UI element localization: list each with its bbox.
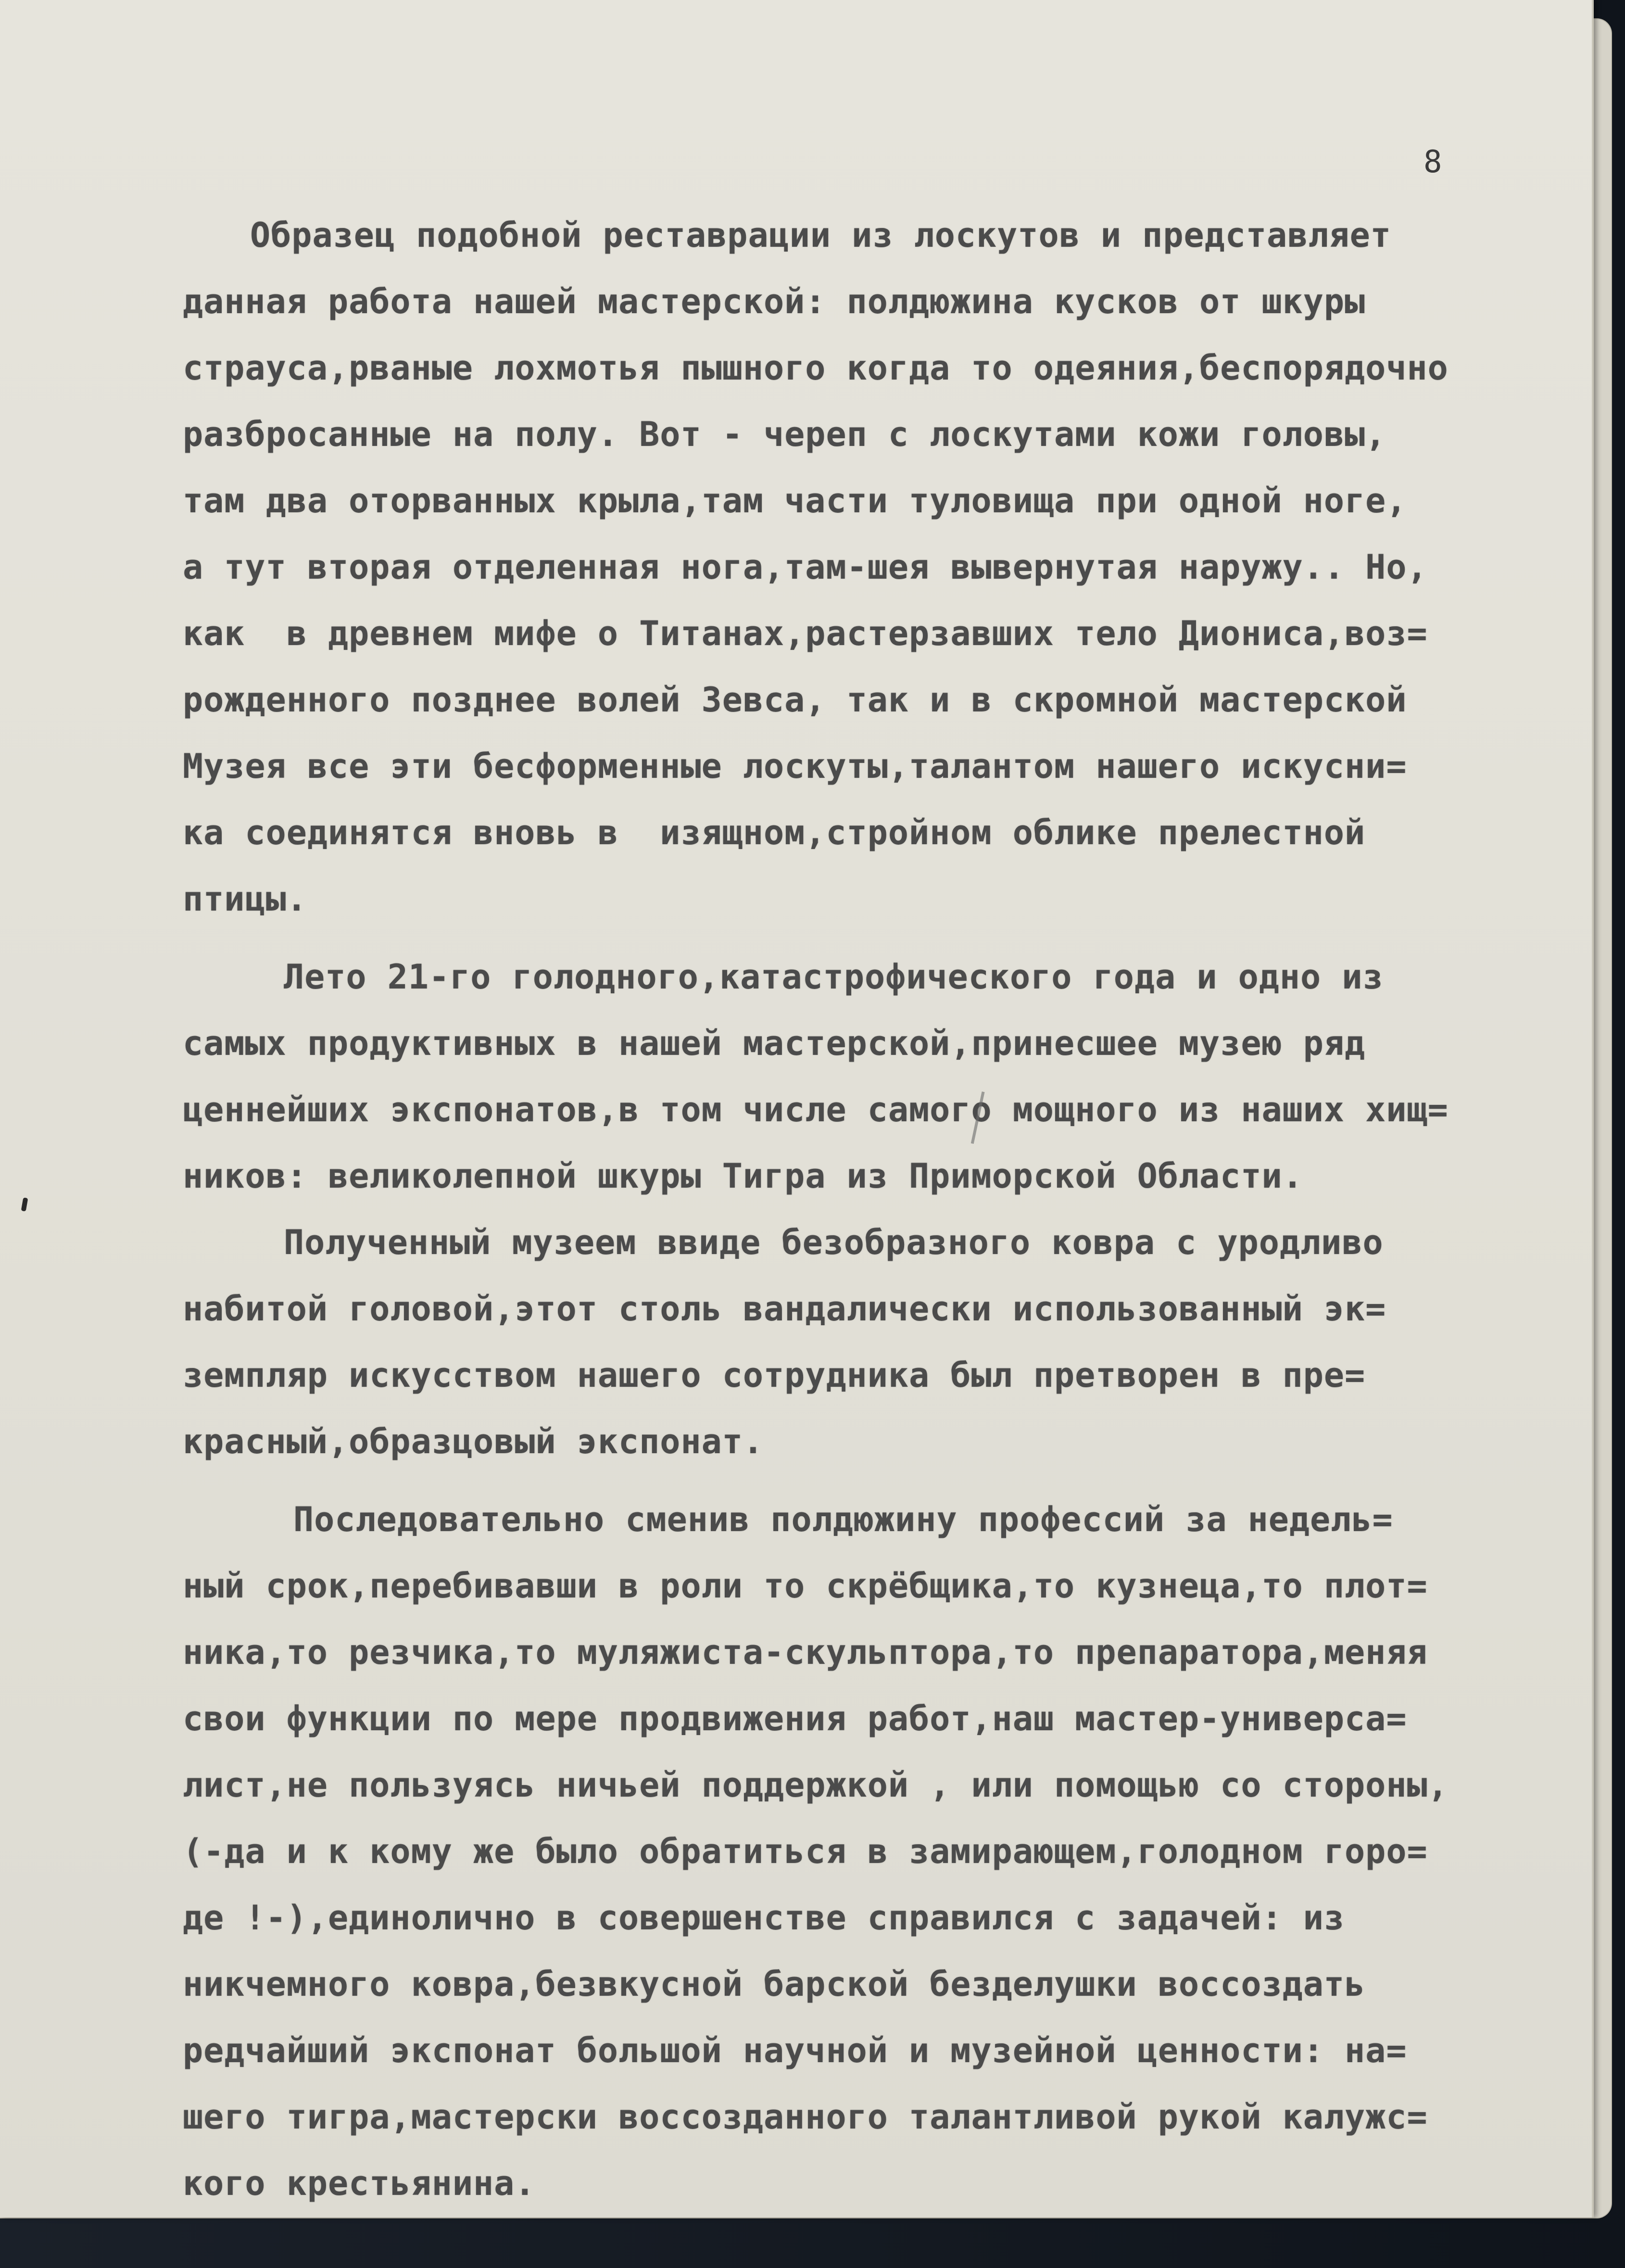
text-line: Лето 21-го голодного,катастрофического года и одно из [284,957,1384,997]
text-line: страуса,рваные лохмотья пышного когда то одеяния,беспорядочно [183,348,1449,388]
text-line: набитой головой,этот столь вандалически использованный эк= [183,1289,1386,1329]
text-line: никчемного ковра,безвкусной барской безделушки воссоздать [183,1964,1366,2004]
text-line: как в древнем мифе о Титанах,растерзавших тело Диониса,воз= [183,614,1428,653]
text-line: разбросанные на полу. Вот - череп с лоскутами кожи головы, [183,415,1386,454]
text-line: редчайший экспонат большой научной и музейной ценности: на= [183,2031,1407,2070]
text-line: Последовательно сменив полдюжину профессий за недель= [293,1500,1393,1539]
text-line: Образец подобной реставрации из лоскутов и представляет [250,215,1391,255]
page-number: 8 [1423,144,1443,180]
text-line: Полученный музеем ввиде безобразного ковра с уродливо [284,1223,1384,1262]
text-line: ника,то резчика,то муляжиста-скульптора,то препаратора,меняя [183,1633,1428,1672]
text-line: ценнейших экспонатов,в том числе самого мощного из наших хищ= [183,1090,1449,1129]
text-line: шего тигра,мастерски воссозданного талантливой рукой калужс= [183,2097,1428,2137]
text-line: а тут вторая отделенная нога,там-шея вывернутая наружу.. Но, [183,547,1428,587]
text-line: рожденного позднее волей Зевса, так и в скромной мастерской [183,680,1407,720]
text-line: ников: великолепной шкуры Тигра из Приморской Области. [183,1156,1303,1196]
text-line: ный срок,перебивавши в роли то скрёбщика,то кузнеца,то плот= [183,1566,1428,1606]
text-line: Музея все эти бесформенные лоскуты,талантом нашего искусни= [183,747,1407,786]
text-line: кого крестьянина. [183,2164,536,2203]
text-line: там два оторванных крыла,там части туловища при одной ноге, [183,481,1407,520]
text-line: птицы. [183,879,307,919]
page-body [183,202,1472,2217]
text-line: данная работа нашей мастерской: полдюжина кусков от шкуры [183,282,1366,321]
text-line: де !-),единолично в совершенстве справился с задачей: из [183,1898,1345,1938]
text-line: свои функции по мере продвижения работ,наш мастер-универса= [183,1699,1407,1738]
text-line: (-да и к кому же было обратиться в замирающем,голодном горо= [183,1832,1428,1871]
text-line: земпляр искусством нашего сотрудника был претворен в пре= [183,1356,1366,1395]
text-line: самых продуктивных в нашей мастерской,принесшее музею ряд [183,1024,1366,1063]
text-line: красный,образцовый экспонат. [183,1422,764,1461]
text-line: ка соединятся вновь в изящном,стройном облике прелестной [183,813,1366,852]
text-line: лист,не пользуясь ничьей поддержкой , или помощью со стороны, [183,1765,1449,1805]
